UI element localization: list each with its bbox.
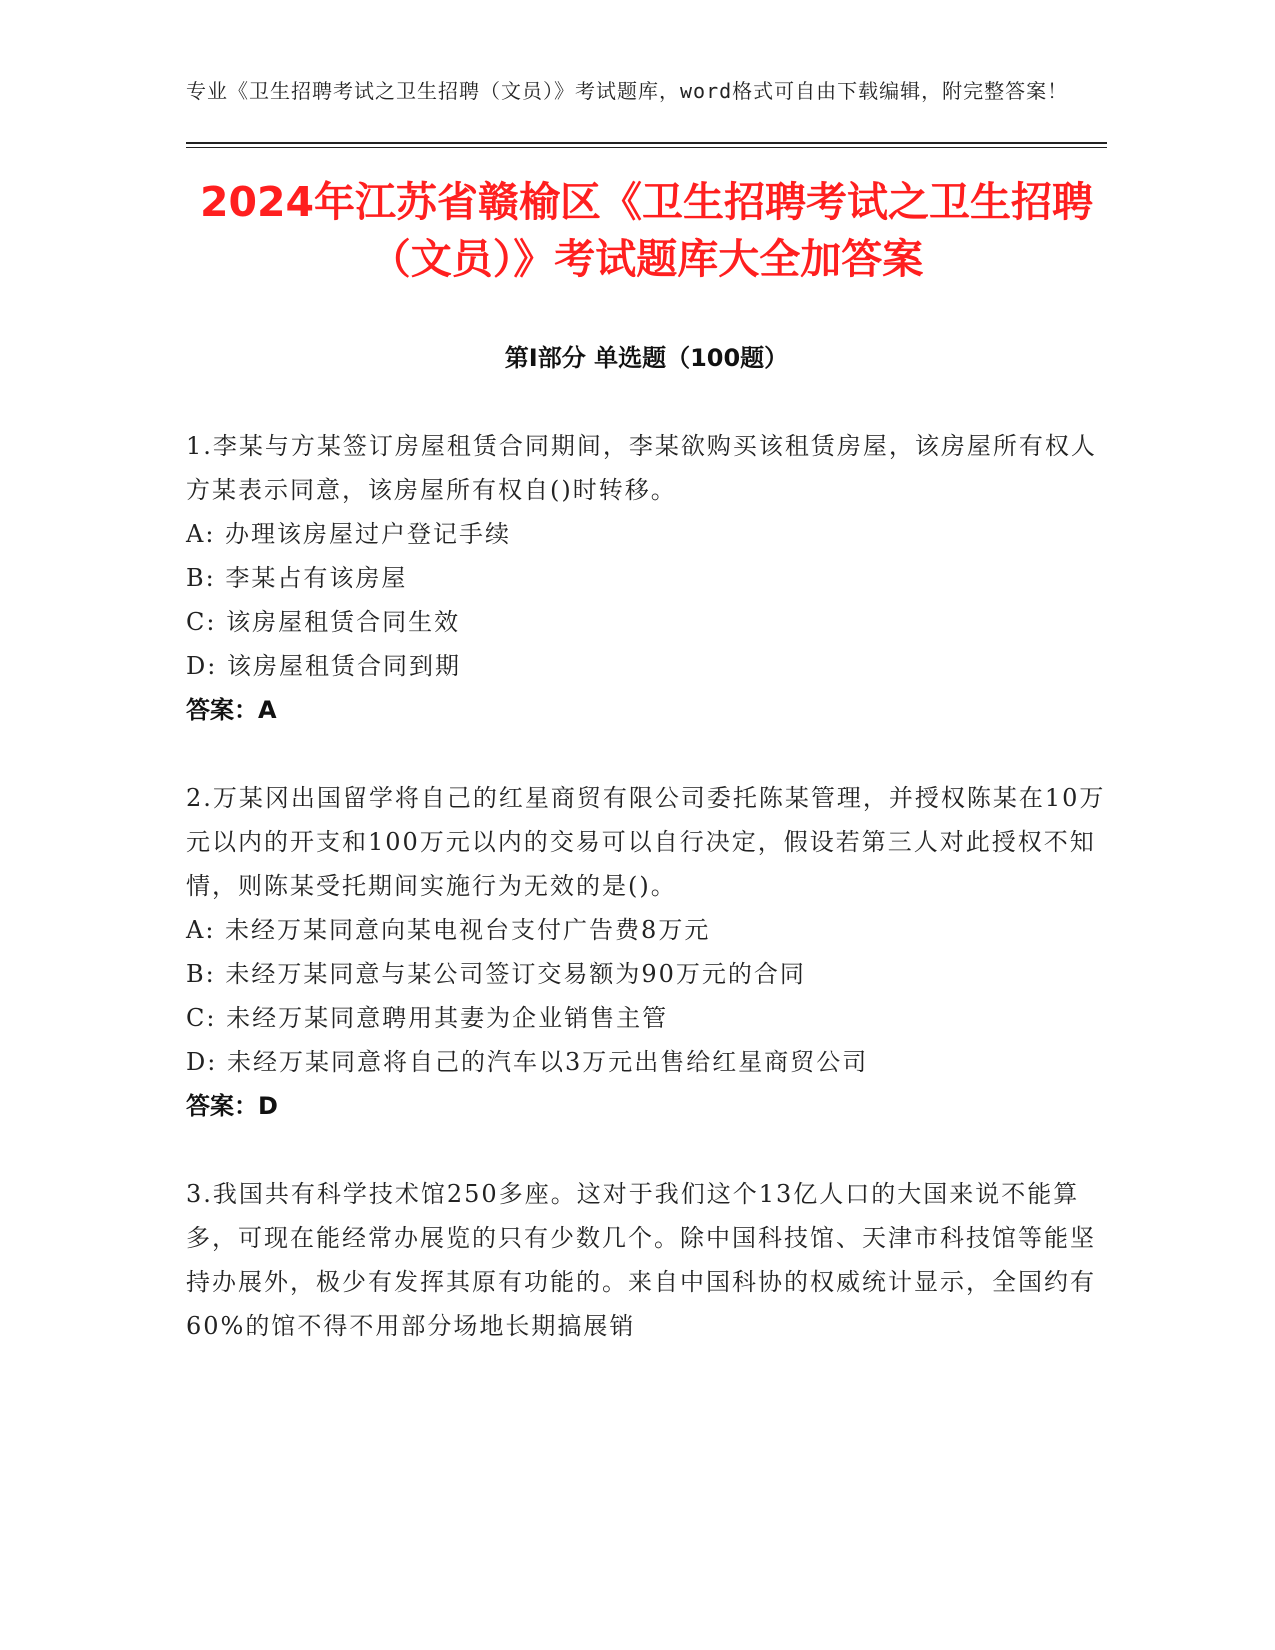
option-b: B: 李某占有该房屋 bbox=[186, 564, 408, 592]
answer: 答案：D bbox=[186, 1092, 278, 1120]
question-list bbox=[186, 424, 1107, 1348]
option-d: D: 未经万某同意将自己的汽车以3万元出售给红星商贸公司 bbox=[186, 1048, 869, 1076]
question-stem: 3.我国共有科学技术馆250多座。这对于我们这个13亿人口的大国来说不能算多，可现在能经常办展览的只有少数几个。除中国科技馆、天津市科技馆等能坚持办展外，极少有发挥其原有功能的。来自中国科协的权威统计显示，全国约有60%的馆不得不用部分场地长期搞展销 bbox=[186, 1180, 1096, 1340]
question-stem: 2.万某冈出国留学将自己的红星商贸有限公司委托陈某管理，并授权陈某在10万元以内的开支和100万元以内的交易可以自行决定，假设若第三人对此授权不知情，则陈某受托期间实施行为无效的是()。 bbox=[186, 784, 1106, 900]
option-c: C: 该房屋租赁合同生效 bbox=[186, 608, 461, 636]
option-c: C: 未经万某同意聘用其妻为企业销售主管 bbox=[186, 1004, 669, 1032]
question-stem: 1.李某与方某签订房屋租赁合同期间，李某欲购买该租赁房屋，该房屋所有权人方某表示同意，该房屋所有权自()时转移。 bbox=[186, 432, 1097, 504]
section-title: 第I部分 单选题（100题） bbox=[504, 344, 789, 372]
question-3 bbox=[186, 1172, 1107, 1348]
option-b: B: 未经万某同意与某公司签订交易额为90万元的合同 bbox=[186, 960, 806, 988]
option-a: A: 办理该房屋过户登记手续 bbox=[186, 520, 512, 548]
option-a: A: 未经万某同意向某电视台支付广告费8万元 bbox=[186, 916, 711, 944]
header-divider bbox=[186, 142, 1107, 144]
option-d: D: 该房屋租赁合同到期 bbox=[186, 652, 461, 680]
header-note: 专业《卫生招聘考试之卫生招聘（文员）》考试题库，word格式可自由下载编辑，附完整答案！ bbox=[186, 79, 1069, 103]
header-divider-thin bbox=[186, 147, 1107, 148]
question-2 bbox=[186, 776, 1107, 1128]
answer: 答案：A bbox=[186, 696, 277, 724]
question-1 bbox=[186, 424, 1107, 732]
document-title: 2024年江苏省赣榆区《卫生招聘考试之卫生招聘（文员）》考试题库大全加答案 bbox=[199, 178, 1094, 283]
